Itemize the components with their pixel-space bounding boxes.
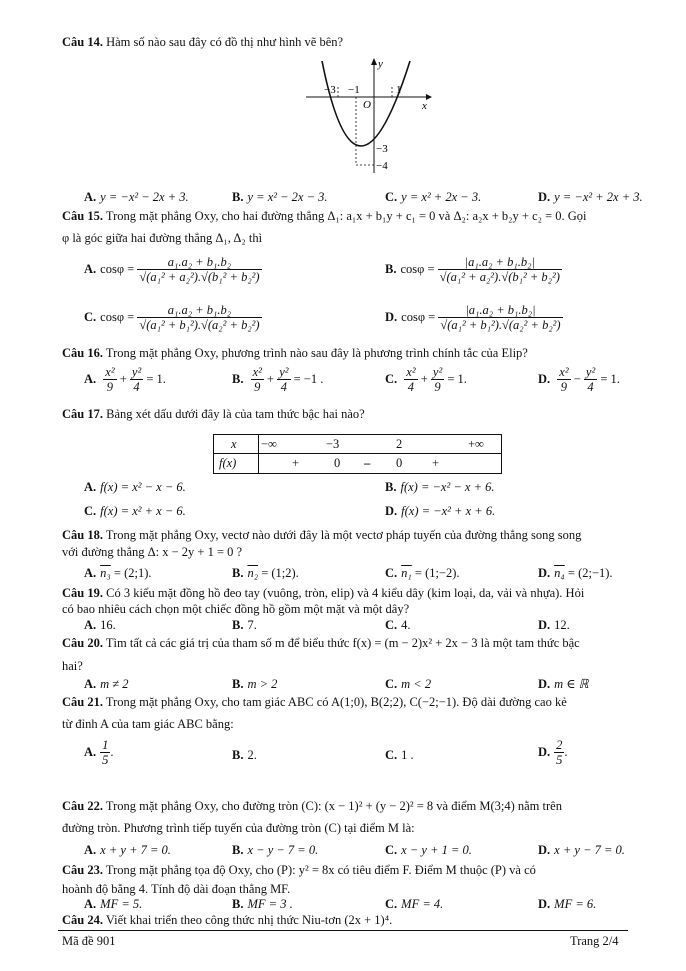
sign-table-root2: 2 [396, 437, 403, 451]
q22-option-c[interactable]: C. x − y + 1 = 0. [385, 843, 472, 857]
q18-text-1: Trong mặt phẳng Oxy, vectơ nào dưới đây là một vectơ pháp tuyến của đường thẳng song song [105, 528, 582, 542]
q17-option-d[interactable]: D. f(x) = −x² + x + 6. [385, 504, 496, 518]
q14-label: Câu 14. [62, 35, 103, 49]
q21-option-b[interactable]: B. 2. [232, 748, 257, 762]
q14-option-b[interactable]: B. y = x² − 2x − 3. [232, 190, 328, 204]
q21-option-d[interactable]: D. $\frac{2}{5}$ . [538, 738, 568, 767]
q21-stem-2: từ đỉnh A của tam giác ABC bằng: [62, 717, 234, 731]
q17-option-c[interactable]: C. f(x) = x² + x − 6. [84, 504, 186, 518]
q18-option-d[interactable]: D. n₄ = (2;−1). [538, 566, 613, 580]
q16-option-d[interactable]: D. $\frac{\text{x²}}{9}$ − $\frac{\text{y²}}{4}$ = 1. [538, 365, 620, 394]
q18-option-a[interactable]: A. n₃ = (2;1). [84, 566, 152, 580]
sign-table-zero2: 0 [396, 456, 403, 470]
q16-text: Trong mặt phẳng Oxy, phương trình nào sau đây là phương trình chính tắc của Elip? [105, 346, 528, 360]
q14-option-a[interactable]: A. y = −x² − 2x + 3. [84, 190, 189, 204]
q15-stem-1 [62, 209, 587, 224]
q19-label: Câu 19. [62, 586, 103, 600]
q18-stem-1 [62, 528, 581, 543]
q14-graph [300, 55, 435, 180]
q20-stem-1 [62, 636, 580, 651]
q14-option-c[interactable]: C. y = x² + 2x − 3. [385, 190, 482, 204]
q21-label: Câu 21. [62, 695, 103, 709]
q17-label: Câu 17. [62, 407, 103, 421]
q20-option-d[interactable]: D. m ∈ ℝ [538, 677, 589, 691]
q19-stem-1 [62, 586, 584, 601]
sign-table-sign1: + [292, 456, 300, 470]
q17-option-a[interactable]: A. f(x) = x² − x − 6. [84, 480, 186, 494]
sign-table-zero1: 0 [334, 456, 341, 470]
q17-sign-table [213, 434, 502, 474]
q18-option-b[interactable]: B. n₂ = (1;2). [232, 566, 299, 580]
q15-option-b[interactable]: B. cosφ = $\frac{\text{|a₁.a₂ + b₁.b₂|}}{\text{√(a₁² + a₂²).√(b₁² + b₂²)}}$ [385, 255, 560, 284]
q24-stem [62, 913, 392, 928]
ytick-minus4: −4 [376, 160, 388, 172]
y-axis-label: y [378, 58, 383, 70]
q22-option-b[interactable]: B. x − y − 7 = 0. [232, 843, 319, 857]
q18-option-c[interactable]: C. n₁ = (1;−2). [385, 566, 460, 580]
q19-option-c[interactable]: C. 4. [385, 618, 411, 632]
ytick-minus3: −3 [376, 143, 388, 155]
q24-text: Viết khai triển theo công thức nhị thức Niu-tơn (2x + 1)⁴. [105, 913, 393, 927]
q19-stem-2: có bao nhiêu cách chọn một chiếc đồng hồ gồm một mặt và một dây? [62, 602, 410, 616]
q23-option-d[interactable]: D. MF = 6. [538, 897, 597, 911]
q23-text-1: Trong mặt phẳng tọa độ Oxy, cho (P): y² = 8x có tiêu điểm F. Điểm M thuộc (P) và có [105, 863, 536, 877]
q20-option-c[interactable]: C. m < 2 [385, 677, 432, 691]
q18-stem-2: với đường thẳng Δ: x − 2y + 1 = 0 ? [62, 545, 243, 559]
q22-stem-2: đường tròn. Phương trình tiếp tuyến của đường tròn (C) tại điểm M là: [62, 821, 415, 835]
q24-label: Câu 24. [62, 913, 103, 927]
q21-option-c[interactable]: C. 1 . [385, 748, 414, 762]
q23-option-a[interactable]: A. MF = 5. [84, 897, 143, 911]
q16-label: Câu 16. [62, 346, 103, 360]
sign-table-root1: −3 [326, 437, 340, 451]
q15-text-1: Trong mặt phẳng Oxy, cho hai đường thẳng Δ₁: a₁x + b₁y + c₁ = 0 và Δ₂: a₂x + b₂y + c₂ = 0. Gọi [105, 209, 587, 223]
q21-text-1: Trong mặt phẳng Oxy, cho tam giác ABC có A(1;0), B(2;2), C(−2;−1). Độ dài đường cao kẻ [105, 695, 567, 709]
q22-text-1: Trong mặt phẳng Oxy, cho đường tròn (C): (x − 1)² + (y − 2)² = 8 và điểm M(3;4) nằm trên [105, 799, 562, 813]
q21-option-a[interactable]: A. $\frac{1}{5}$ . [84, 738, 114, 767]
q22-option-d[interactable]: D. x + y − 7 = 0. [538, 843, 625, 857]
q15-option-d[interactable]: D. cosφ = $\frac{\text{|a₁.a₂ + b₁.b₂|}}{\text{√(a₁² + b₁²).√(a₂² + b₂²)}}$ [385, 303, 561, 332]
q17-option-b[interactable]: B. f(x) = −x² − x + 6. [385, 480, 495, 494]
sign-table-pos-inf: +∞ [468, 437, 484, 451]
q14-stem [62, 35, 343, 50]
tick-1: 1 [396, 84, 402, 96]
q23-stem-2: hoành độ bằng 4. Tính độ dài đoạn thẳng MF. [62, 882, 291, 896]
sign-table-f-head: f(x) [219, 456, 237, 470]
sign-table-x-head: x [231, 437, 237, 451]
q16-option-b[interactable]: B. $\frac{\text{x²}}{9}$ + $\frac{\text{y²}}{4}$ = −1 . [232, 365, 324, 394]
footer-divider [58, 930, 628, 931]
q17-text: Bảng xét dấu dưới đây là của tam thức bậc hai nào? [106, 407, 365, 421]
q15-option-c[interactable]: C. cosφ = $\frac{\text{a₁.a₂ + b₁.b₂}}{\text{√(a₁² + b₁²).√(a₂² + b₂²)}}$ [84, 303, 260, 332]
q19-option-b[interactable]: B. 7. [232, 618, 257, 632]
q18-label: Câu 18. [62, 528, 103, 542]
q16-option-a[interactable]: A. $\frac{\text{x²}}{9}$ + $\frac{\text{y²}}{4}$ = 1. [84, 365, 166, 394]
q15-label: Câu 15. [62, 209, 103, 223]
q22-label: Câu 22. [62, 799, 103, 813]
q20-label: Câu 20. [62, 636, 103, 650]
q19-option-d[interactable]: D. 12. [538, 618, 570, 632]
q19-text-1: Có 3 kiểu mặt đồng hồ đeo tay (vuông, tròn, elip) và 4 kiểu dây (kim loại, da, vải và nhựa). Hỏi [106, 586, 585, 600]
q23-stem-1 [62, 863, 536, 878]
q20-stem-2: hai? [62, 659, 83, 673]
q15-stem-2: φ là góc giữa hai đường thẳng Δ₁, Δ₂ thì [62, 231, 263, 245]
x-axis-label: x [422, 100, 427, 112]
q20-option-a[interactable]: A. m ≠ 2 [84, 677, 129, 691]
q20-option-b[interactable]: B. m > 2 [232, 677, 278, 691]
q16-option-c[interactable]: C. $\frac{\text{x²}}{4}$ + $\frac{\text{y²}}{9}$ = 1. [385, 365, 467, 394]
q19-option-a[interactable]: A. 16. [84, 618, 116, 632]
q23-label: Câu 23. [62, 863, 103, 877]
q17-stem [62, 407, 365, 422]
q14-text: Hàm số nào sau đây có đồ thị như hình vẽ bên? [106, 35, 344, 49]
tick-minus3: −3 [324, 84, 336, 96]
sign-table-sign2: – [364, 456, 371, 470]
sign-table-neg-inf: −∞ [261, 437, 277, 451]
q16-stem [62, 346, 528, 361]
q15-option-a[interactable]: A. cosφ = $\frac{\text{a₁.a₂ + b₁.b₂}}{\text{√(a₁² + a₂²).√(b₁² + b₂²)}}$ [84, 255, 260, 284]
q22-option-a[interactable]: A. x + y + 7 = 0. [84, 843, 171, 857]
footer-page-number: Trang 2/4 [570, 934, 619, 948]
q23-option-c[interactable]: C. MF = 4. [385, 897, 444, 911]
footer-exam-code: Mã đề 901 [62, 934, 116, 948]
q14-option-d[interactable]: D. y = −x² + 2x + 3. [538, 190, 643, 204]
origin-label: O [363, 99, 371, 111]
tick-minus1: −1 [348, 84, 360, 96]
q23-option-b[interactable]: B. MF = 3 . [232, 897, 293, 911]
q20-text-1: Tìm tất cả các giá trị của tham số m để biểu thức f(x) = (m − 2)x² + 2x − 3 là một tam thức bậc [105, 636, 580, 650]
q21-stem-1 [62, 695, 567, 710]
q22-stem-1 [62, 799, 562, 814]
sign-table-sign3: + [432, 456, 440, 470]
